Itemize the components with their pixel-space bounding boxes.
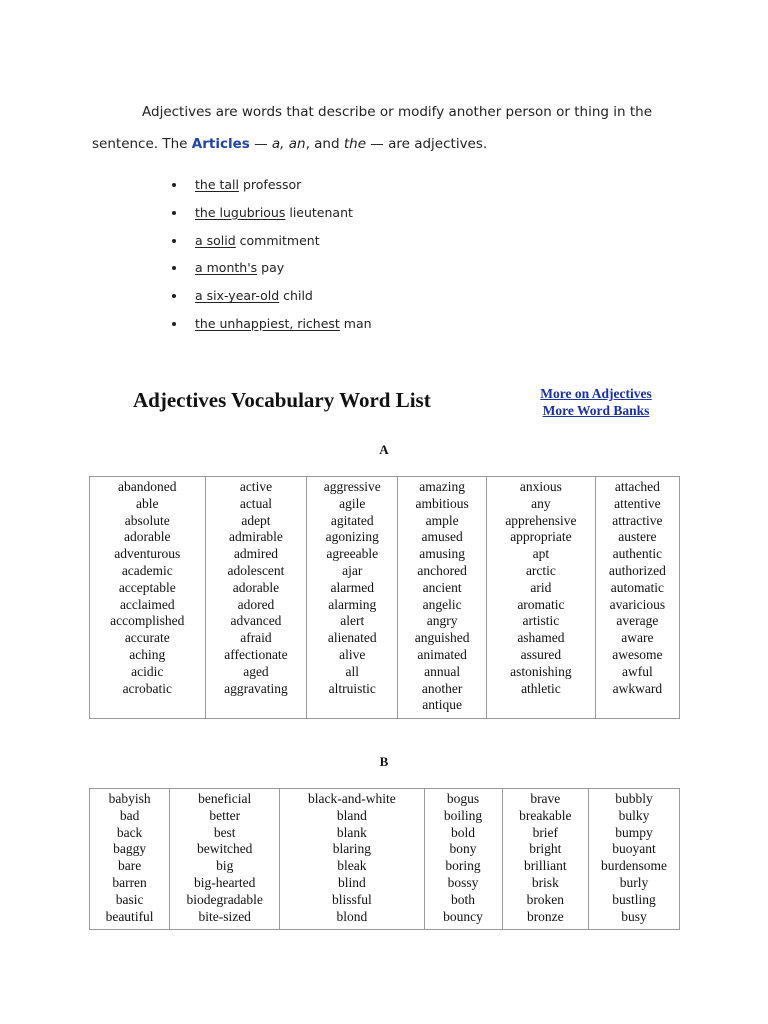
word-item: alive — [339, 646, 366, 662]
word-item: annual — [424, 663, 461, 679]
word-item: adventurous — [114, 546, 181, 562]
word-column — [424, 789, 502, 930]
word-item: artistic — [522, 613, 560, 629]
word-item: baggy — [113, 841, 147, 857]
table-row — [90, 477, 680, 719]
word-item: burdensome — [601, 858, 668, 874]
word-item: blank — [336, 824, 367, 840]
word-column — [595, 477, 679, 719]
word-item: alarming — [328, 596, 377, 612]
word-item: aching — [129, 646, 166, 662]
word-item: amusing — [419, 546, 465, 562]
page-title: Adjectives Vocabulary Word List — [133, 388, 431, 412]
word-item: amazing — [419, 479, 465, 494]
word-item: angelic — [422, 596, 462, 612]
word-item: agitated — [330, 512, 374, 528]
example-noun: pay — [257, 260, 285, 276]
word-item: brief — [532, 824, 559, 840]
word-item: able — [136, 495, 159, 511]
word-item: bulky — [618, 807, 650, 823]
word-item: big-hearted — [193, 874, 256, 890]
example-noun: child — [279, 288, 313, 304]
example-adjectives: the lugubrious — [195, 204, 286, 220]
word-item: blond — [336, 908, 368, 924]
word-item: bold — [451, 824, 476, 840]
word-item: ambitious — [415, 495, 469, 511]
more-word-banks-link[interactable]: More Word Banks — [542, 403, 650, 418]
word-item: blissful — [331, 891, 372, 907]
intro-and: , and — [305, 136, 344, 152]
word-item: awesome — [612, 646, 663, 662]
word-item: buoyant — [612, 841, 656, 857]
word-item: burly — [619, 874, 649, 890]
word-item: biodegradable — [186, 891, 263, 907]
word-column — [502, 789, 589, 930]
word-item: bumpy — [615, 824, 653, 840]
word-item: acceptable — [118, 579, 176, 595]
article-a-an: a, an — [271, 136, 306, 152]
word-item: assured — [520, 646, 562, 662]
word-item: admired — [233, 546, 279, 562]
more-on-adjectives-link[interactable]: More on Adjectives — [540, 386, 652, 401]
word-item: anxious — [519, 479, 562, 494]
example-adjectives: a solid — [195, 232, 236, 248]
table-row — [90, 789, 680, 930]
word-item: advanced — [230, 613, 282, 629]
word-item: arctic — [525, 562, 556, 578]
word-item: automatic — [610, 579, 665, 595]
word-item: bewitched — [196, 841, 253, 857]
list-item — [172, 314, 372, 342]
word-column — [280, 789, 424, 930]
related-links — [530, 385, 662, 419]
word-item: agreeable — [326, 546, 379, 562]
word-item: adorable — [124, 529, 171, 545]
word-item: awful — [622, 663, 653, 679]
word-column — [205, 477, 307, 719]
list-item — [172, 175, 372, 203]
word-item: bustling — [612, 891, 656, 907]
word-item: absolute — [124, 512, 170, 528]
word-item: boiling — [443, 807, 483, 823]
example-adjectives: the tall — [195, 177, 239, 192]
word-item: affectionate — [224, 646, 288, 662]
example-adjectives: the unhappiest, richest — [195, 315, 340, 331]
articles-term: Articles — [191, 136, 250, 152]
word-item: another — [421, 680, 463, 696]
word-item: bossy — [447, 874, 479, 890]
word-item: alert — [340, 613, 365, 629]
word-column — [90, 477, 206, 719]
word-item: bite-sized — [198, 908, 251, 924]
word-item: actual — [239, 495, 273, 511]
word-item: adolescent — [227, 562, 285, 578]
word-item: anguished — [414, 630, 470, 646]
word-item: appropriate — [510, 529, 572, 545]
word-item: bleak — [337, 858, 367, 874]
example-list — [172, 175, 372, 342]
word-item: blaring — [332, 841, 371, 857]
word-item: bouncy — [443, 908, 483, 924]
word-item: big — [216, 858, 234, 874]
word-item: adorable — [232, 579, 280, 595]
word-item: abandoned — [118, 479, 177, 494]
example-adjectives: a six-year-old — [195, 288, 280, 304]
word-item: bare — [117, 858, 142, 874]
word-item: back — [116, 824, 143, 840]
word-item: average — [616, 613, 659, 629]
word-item: breakable — [519, 807, 572, 823]
word-item: best — [213, 824, 236, 840]
word-item: authorized — [608, 562, 666, 578]
word-item: brisk — [531, 874, 559, 890]
word-item: aggravating — [224, 680, 288, 696]
word-item: bony — [449, 841, 477, 857]
word-item: bland — [336, 807, 367, 823]
word-item: ajar — [342, 562, 363, 578]
word-item: ashamed — [517, 630, 565, 646]
list-item — [172, 286, 372, 314]
word-item: afraid — [240, 630, 272, 646]
intro-text: Adjectives are words that describe or modify another person or thing in the sentence. The — [92, 104, 652, 152]
section-heading-a: A — [379, 442, 389, 457]
word-item: alarmed — [330, 579, 374, 595]
article-the: the — [343, 136, 366, 152]
word-item: attached — [614, 479, 660, 494]
word-item: avaricious — [609, 596, 666, 612]
word-item: astonishing — [510, 663, 572, 679]
intro-tail: — are adjectives. — [366, 136, 488, 152]
word-item: apprehensive — [505, 512, 577, 528]
word-item: beneficial — [198, 791, 252, 806]
word-item: admirable — [228, 529, 283, 545]
word-item: agile — [339, 495, 366, 511]
example-noun: man — [339, 315, 372, 331]
word-item: athletic — [521, 680, 561, 696]
word-item: beautiful — [105, 908, 154, 924]
word-item: aware — [621, 630, 654, 646]
example-noun: professor — [239, 177, 302, 192]
word-item: altruistic — [328, 680, 376, 696]
word-item: attractive — [612, 512, 663, 528]
word-item: bogus — [446, 791, 480, 806]
word-item: both — [451, 891, 476, 907]
example-adjectives: a month's — [195, 260, 258, 276]
word-item: awkward — [612, 680, 663, 696]
word-item: basic — [115, 891, 144, 907]
word-item: blind — [337, 874, 366, 890]
word-item: all — [345, 663, 359, 679]
word-item: accomplished — [110, 613, 185, 629]
example-noun: commitment — [235, 232, 320, 248]
word-item: busy — [621, 908, 647, 924]
word-item: adept — [241, 512, 271, 528]
word-item: acidic — [131, 663, 164, 679]
word-item: antique — [422, 697, 462, 713]
word-item: acclaimed — [119, 596, 175, 612]
word-item: brave — [530, 791, 561, 806]
word-column — [487, 477, 596, 719]
word-item: active — [239, 479, 273, 494]
word-item: bad — [119, 807, 140, 823]
word-item: aggressive — [323, 479, 381, 494]
word-item: angry — [426, 613, 458, 629]
word-column — [90, 789, 170, 930]
list-item — [172, 203, 372, 231]
word-item: austere — [618, 529, 657, 545]
section-heading-b: B — [379, 754, 389, 769]
word-item: any — [531, 495, 551, 511]
word-item: babyish — [108, 791, 151, 806]
word-column — [398, 477, 487, 719]
word-item: brilliant — [523, 858, 567, 874]
word-item: bubbly — [615, 791, 653, 806]
example-noun: lieutenant — [285, 204, 353, 220]
word-item: apt — [532, 546, 550, 562]
word-item: boring — [445, 858, 481, 874]
word-item: ample — [425, 512, 459, 528]
word-table-b — [89, 788, 680, 930]
word-table-a — [89, 476, 680, 719]
word-item: accurate — [124, 630, 170, 646]
word-item: attentive — [614, 495, 661, 511]
word-item: black-and-white — [308, 791, 396, 806]
word-column — [170, 789, 280, 930]
word-item: alienated — [327, 630, 377, 646]
word-item: bronze — [526, 908, 564, 924]
word-column — [307, 477, 398, 719]
word-item: adored — [237, 596, 275, 612]
word-item: arid — [530, 579, 552, 595]
word-item: anchored — [417, 562, 467, 578]
word-item: ancient — [422, 579, 462, 595]
intro-dash: — — [249, 136, 272, 152]
word-item: barren — [112, 874, 147, 890]
word-item: acrobatic — [122, 680, 173, 696]
word-item: animated — [417, 646, 467, 662]
word-item: aged — [243, 663, 269, 679]
word-item: broken — [526, 891, 565, 907]
word-item: aromatic — [517, 596, 565, 612]
intro-paragraph — [92, 96, 692, 160]
word-column — [589, 789, 680, 930]
word-item: academic — [121, 562, 173, 578]
list-item — [172, 258, 372, 286]
word-item: better — [209, 807, 241, 823]
word-item: agonizing — [325, 529, 379, 545]
word-item: bright — [529, 841, 562, 857]
list-item — [172, 231, 372, 259]
word-item: authentic — [612, 546, 663, 562]
word-item: amused — [421, 529, 463, 545]
